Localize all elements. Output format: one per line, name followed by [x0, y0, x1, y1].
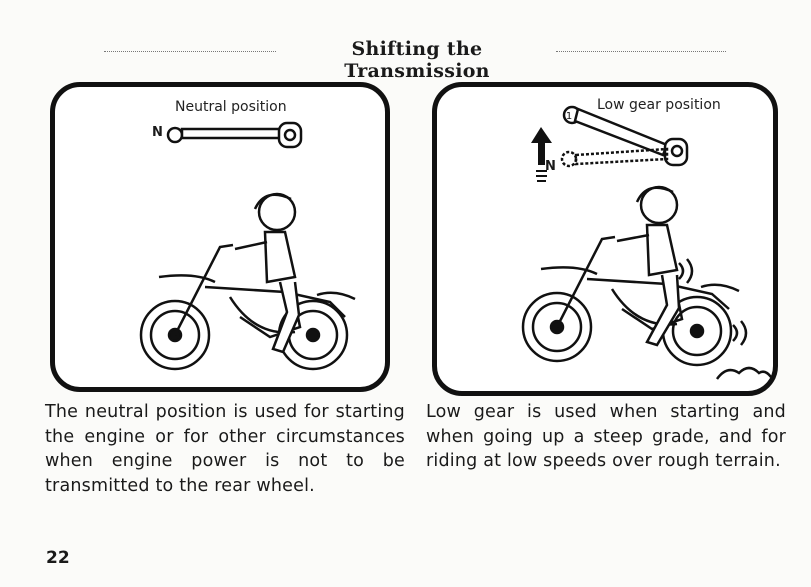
title-rule-right: [556, 51, 726, 52]
neutral-motorcycle-illustration: [55, 87, 395, 397]
neutral-position-label: Neutral position: [175, 99, 287, 115]
shift-up-arrow-icon: [531, 127, 552, 181]
shift-lever-low-gear-icon: [562, 107, 687, 166]
motorcycle-icon: [523, 237, 771, 379]
low-gear-motorcycle-illustration: [437, 87, 783, 401]
page-title: Shifting the Transmission: [344, 38, 490, 82]
low-gear-n-marker: N: [545, 159, 556, 174]
page-number: 22: [46, 548, 70, 568]
title-rule-left: [104, 51, 276, 52]
neutral-illustration-panel: [50, 82, 390, 392]
gear-one-marker: 1: [565, 111, 573, 122]
low-gear-illustration-panel: [432, 82, 778, 396]
title-row: [104, 38, 726, 82]
neutral-n-marker: N: [152, 125, 163, 140]
motorcycle-icon: [141, 245, 355, 369]
low-gear-caption: Low gear is used when starting and when going up a steep grade, and for riding at low speeds over rough terrain.: [426, 402, 786, 471]
neutral-caption: The neutral position is used for starting the engine or for other circumstances when engine power is not to be transmitted to the rear wheel.: [45, 402, 405, 496]
low-gear-position-label: Low gear position: [597, 97, 721, 113]
shift-lever-neutral-icon: [168, 123, 301, 147]
